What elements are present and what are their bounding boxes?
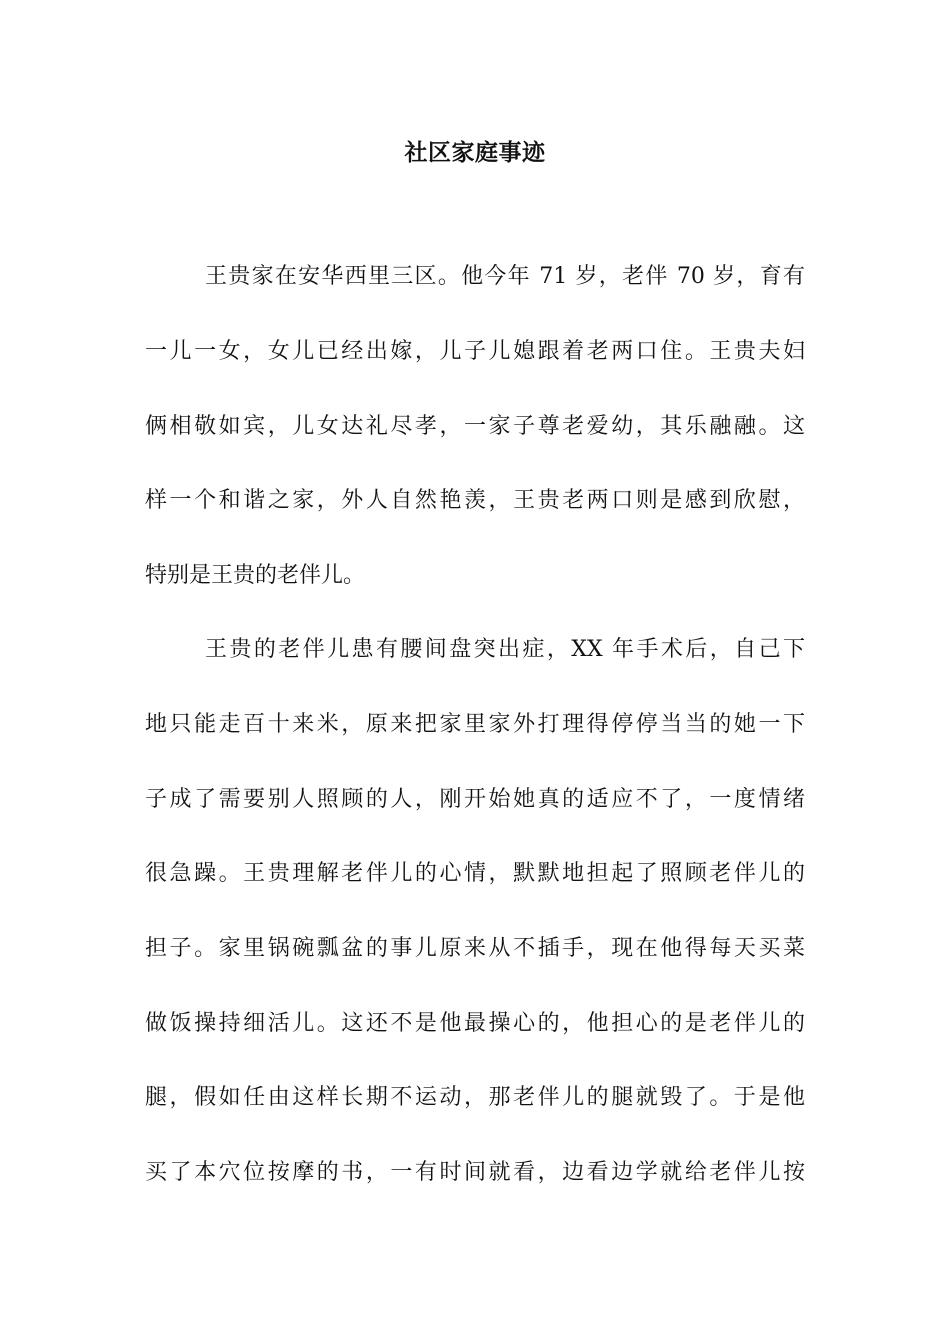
- document-title: 社区家庭事迹: [404, 139, 546, 166]
- paragraph-1-line-5: 特别是王贵的老伴儿。: [145, 563, 366, 588]
- paragraph-1-line-3: 俩相敬如宾，儿女达礼尽孝，一家子尊老爱幼，其乐融融。这: [145, 414, 805, 439]
- paragraph-2-line-5: 担子。家里锅碗瓢盆的事儿原来从不插手，现在他得每天买菜: [145, 936, 805, 961]
- paragraph-1-line-2: 一儿一女，女儿已经出嫁，儿子儿媳跟着老两口住。王贵夫妇: [145, 339, 805, 364]
- paragraph-2-line-2: 地只能走百十来米，原来把家里家外打理得停停当当的她一下: [145, 712, 805, 737]
- paragraph-2-line-8: 买了本穴位按摩的书，一有时间就看，边看边学就给老伴儿按: [145, 1160, 805, 1185]
- paragraph-2-line-4: 很急躁。王贵理解老伴儿的心情，默默地担起了照顾老伴儿的: [145, 861, 805, 886]
- paragraph-1-line-1: 王贵家在安华西里三区。他今年 71 岁，老伴 70 岁，育有: [205, 264, 805, 289]
- paragraph-2-line-7: 腿，假如任由这样长期不运动，那老伴儿的腿就毁了。于是他: [145, 1085, 805, 1110]
- paragraph-1-line-4: 样一个和谐之家，外人自然艳羡，王贵老两口则是感到欣慰，: [145, 488, 805, 513]
- paragraph-2-line-3: 子成了需要别人照顾的人，刚开始她真的适应不了，一度情绪: [145, 787, 805, 812]
- paragraph-2-line-6: 做饭操持细活儿。这还不是他最操心的，他担心的是老伴儿的: [145, 1011, 805, 1036]
- paragraph-2-line-1: 王贵的老伴儿患有腰间盘突出症，XX 年手术后，自己下: [205, 637, 805, 662]
